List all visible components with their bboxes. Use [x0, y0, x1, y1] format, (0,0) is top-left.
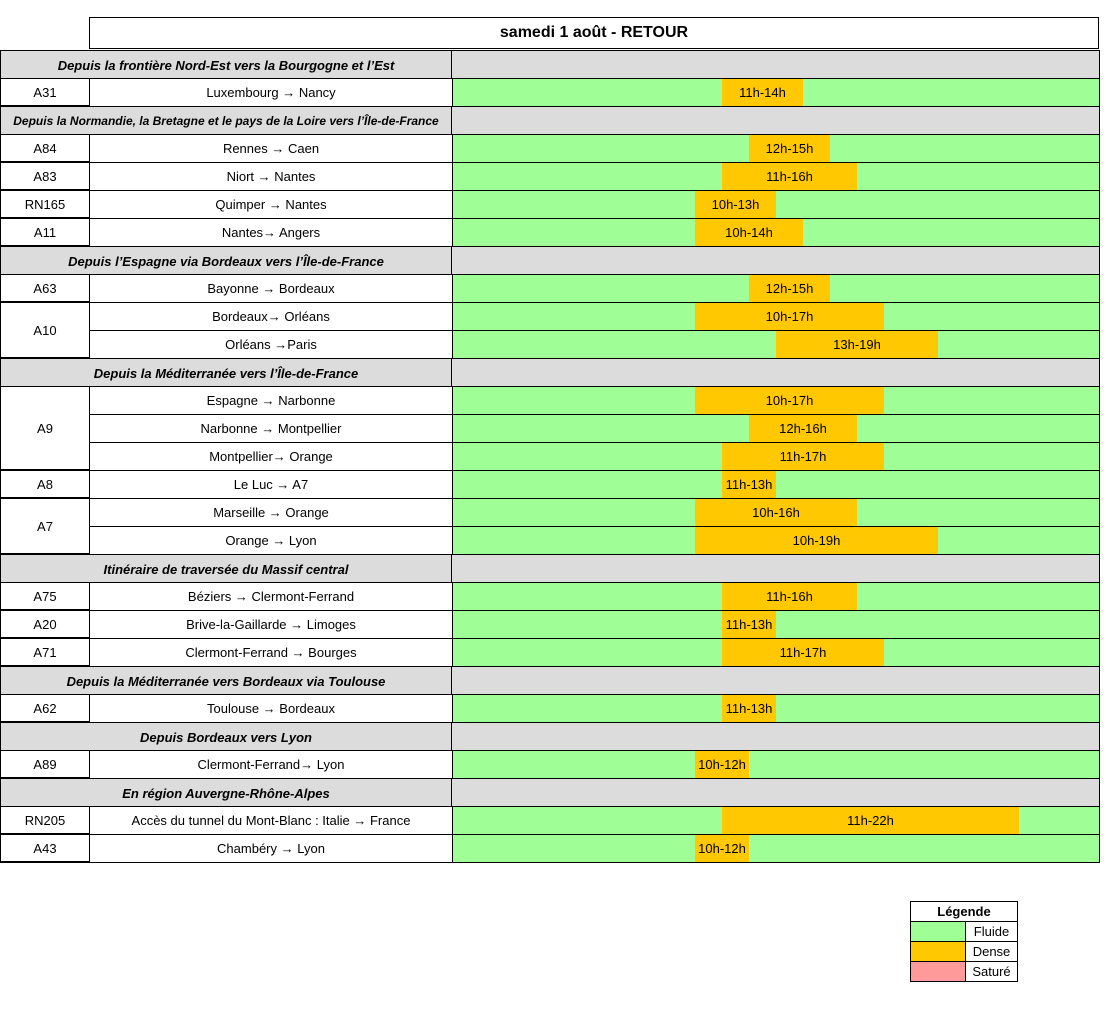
- traffic-bar: [452, 302, 1100, 330]
- section-fill: [452, 555, 1100, 583]
- dense-period: 11h-22h: [722, 807, 1019, 834]
- section-header: [0, 778, 1100, 806]
- legend-label-dense: Dense: [972, 944, 1011, 959]
- road-number: A31: [0, 78, 89, 106]
- dense-period: 10h-17h: [695, 303, 884, 330]
- route-segment: Le Luc → A7: [89, 470, 452, 498]
- traffic-bar: [452, 442, 1100, 470]
- dense-period: 11h-16h: [722, 583, 857, 610]
- dense-period: 10h-12h: [695, 835, 749, 862]
- dense-period: 11h-17h: [722, 639, 884, 666]
- route-segment: Clermont-Ferrand→ Lyon: [89, 750, 452, 778]
- road-number: A75: [0, 582, 89, 610]
- section-fill: [452, 247, 1100, 275]
- legend-item-fluide: [911, 922, 1017, 942]
- legend: [910, 901, 1018, 982]
- route-segment: Orléans →Paris: [89, 330, 452, 358]
- section-fill: [452, 723, 1100, 751]
- route-segment: Béziers → Clermont-Ferrand: [89, 582, 452, 610]
- traffic-bar: [452, 750, 1100, 778]
- section-header: [0, 246, 1100, 274]
- road-number: A20: [0, 610, 89, 638]
- road-number: A8: [0, 470, 89, 498]
- route-segment: Orange → Lyon: [89, 526, 452, 554]
- traffic-bar: [452, 582, 1100, 610]
- section-header: [0, 358, 1100, 386]
- road-number: A11: [0, 218, 89, 246]
- route-segment: Clermont-Ferrand → Bourges: [89, 638, 452, 666]
- route-segment: Quimper → Nantes: [89, 190, 452, 218]
- dense-period: 10h-14h: [695, 219, 803, 246]
- traffic-bar: [452, 78, 1100, 106]
- traffic-bar: [452, 694, 1100, 722]
- traffic-bar: [452, 470, 1100, 498]
- route-segment: Toulouse → Bordeaux: [89, 694, 452, 722]
- section-title: Depuis la Méditerranée vers l’Île-de-France: [0, 359, 452, 387]
- route-segment: Accès du tunnel du Mont-Blanc : Italie → France: [89, 806, 452, 834]
- dense-period: 10h-19h: [695, 527, 938, 554]
- route-segment: Montpellier→ Orange: [89, 442, 452, 470]
- route-segment: Brive-la-Gaillarde → Limoges: [89, 610, 452, 638]
- traffic-bar: [452, 190, 1100, 218]
- section-title: Depuis la frontière Nord-Est vers la Bourgogne et l’Est: [0, 51, 452, 79]
- road-number: A10: [0, 302, 89, 358]
- route-segment: Rennes → Caen: [89, 134, 452, 162]
- road-number: A84: [0, 134, 89, 162]
- road-number: A9: [0, 386, 89, 470]
- legend-swatch-sature: [911, 962, 966, 981]
- route-segment: Espagne → Narbonne: [89, 386, 452, 414]
- section-title: Depuis la Méditerranée vers Bordeaux via Toulouse: [0, 667, 452, 695]
- section-header: [0, 554, 1100, 582]
- section-fill: [452, 359, 1100, 387]
- dense-period: 10h-16h: [695, 499, 857, 526]
- road-number: A62: [0, 694, 89, 722]
- traffic-bar: [452, 134, 1100, 162]
- route-segment: Nantes→ Angers: [89, 218, 452, 246]
- dense-period: 11h-13h: [722, 695, 776, 722]
- section-header: [0, 50, 1100, 78]
- traffic-bar: [452, 806, 1100, 834]
- traffic-bar: [452, 834, 1100, 862]
- route-segment: Niort → Nantes: [89, 162, 452, 190]
- road-number: RN205: [0, 806, 89, 834]
- dense-period: 11h-14h: [722, 79, 803, 106]
- traffic-bar: [452, 274, 1100, 302]
- dense-period: 12h-16h: [749, 415, 857, 442]
- dense-period: 11h-17h: [722, 443, 884, 470]
- dense-period: 12h-15h: [749, 135, 830, 162]
- section-fill: [452, 107, 1100, 135]
- table-bottom-border: [0, 862, 1100, 863]
- section-title: Depuis la Normandie, la Bretagne et le pays de la Loire vers l’Île-de-France: [0, 107, 452, 135]
- section-title: Itinéraire de traversée du Massif central: [0, 555, 452, 583]
- legend-item-sature: [911, 962, 1017, 981]
- traffic-bar: [452, 218, 1100, 246]
- page-title: samedi 1 août - RETOUR: [89, 17, 1099, 49]
- dense-period: 11h-13h: [722, 611, 776, 638]
- traffic-bar: [452, 386, 1100, 414]
- traffic-bar: [452, 330, 1100, 358]
- route-segment: Luxembourg → Nancy: [89, 78, 452, 106]
- section-title: Depuis l’Espagne via Bordeaux vers l’Île-de-France: [0, 247, 452, 275]
- road-number: A83: [0, 162, 89, 190]
- road-number: A7: [0, 498, 89, 554]
- dense-period: 10h-17h: [695, 387, 884, 414]
- section-header: [0, 106, 1100, 134]
- traffic-bar: [452, 498, 1100, 526]
- route-segment: Bordeaux→ Orléans: [89, 302, 452, 330]
- section-fill: [452, 51, 1100, 79]
- dense-period: 10h-12h: [695, 751, 749, 778]
- traffic-bar: [452, 638, 1100, 666]
- dense-period: 13h-19h: [776, 331, 938, 358]
- traffic-bar: [452, 162, 1100, 190]
- road-number: RN165: [0, 190, 89, 218]
- route-segment: Chambéry → Lyon: [89, 834, 452, 862]
- legend-item-dense: [911, 942, 1017, 962]
- road-number: A63: [0, 274, 89, 302]
- traffic-bar: [452, 414, 1100, 442]
- dense-period: 11h-13h: [722, 471, 776, 498]
- section-header: [0, 722, 1100, 750]
- route-segment: Narbonne → Montpellier: [89, 414, 452, 442]
- traffic-bar: [452, 526, 1100, 554]
- legend-swatch-fluide: [911, 922, 966, 941]
- section-title: Depuis Bordeaux vers Lyon: [0, 723, 452, 751]
- route-segment: Marseille → Orange: [89, 498, 452, 526]
- legend-label-fluide: Fluide: [973, 924, 1010, 939]
- section-header: [0, 666, 1100, 694]
- section-fill: [452, 779, 1100, 807]
- road-number: A71: [0, 638, 89, 666]
- dense-period: 10h-13h: [695, 191, 776, 218]
- legend-swatch-dense: [911, 942, 966, 961]
- dense-period: 12h-15h: [749, 275, 830, 302]
- dense-period: 11h-16h: [722, 163, 857, 190]
- road-number: A43: [0, 834, 89, 862]
- section-title: En région Auvergne-Rhône-Alpes: [0, 779, 452, 807]
- legend-label-sature: Saturé: [972, 964, 1011, 979]
- route-segment: Bayonne → Bordeaux: [89, 274, 452, 302]
- section-fill: [452, 667, 1100, 695]
- traffic-bar: [452, 610, 1100, 638]
- road-number: A89: [0, 750, 89, 778]
- legend-title: Légende: [911, 902, 1017, 922]
